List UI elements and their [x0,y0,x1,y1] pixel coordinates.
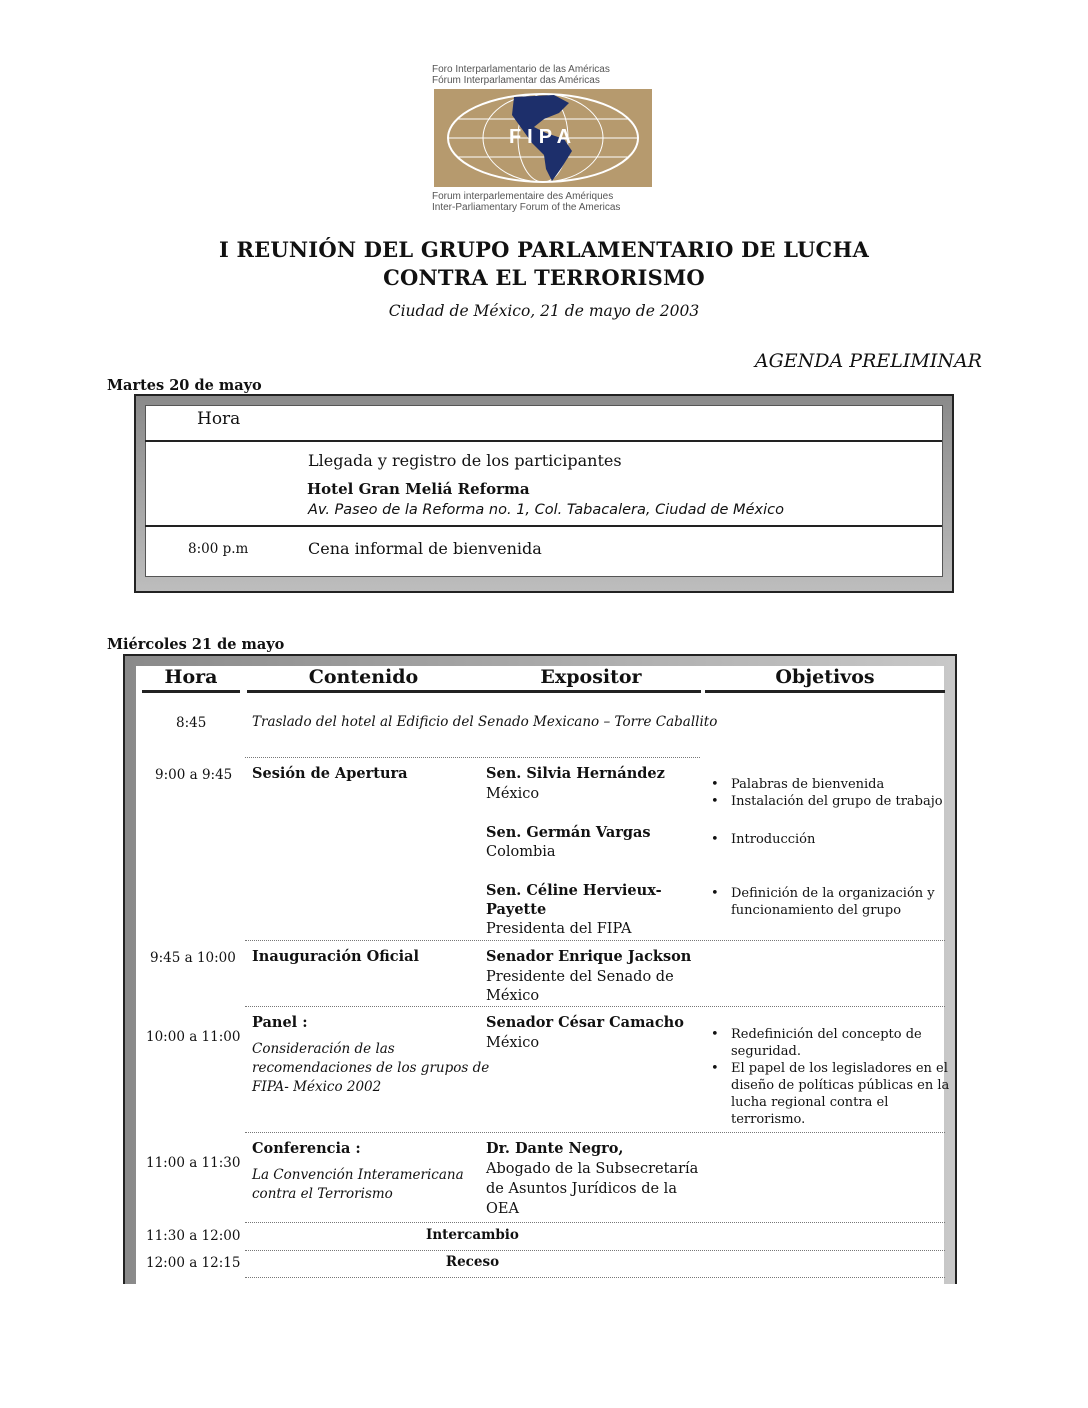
objective-item [731,1060,949,1128]
speaker-3-name-line1: Sen. Céline Hervieux- [486,882,662,899]
title-line-1: I REUNIÓN DEL GRUPO PARLAMENTARIO DE LUCHA [219,237,869,262]
dinner-time: 8:00 p.m [188,541,249,557]
header-rule-hora [142,690,240,693]
row3-speaker-detail-1: Presidente del Senado de [486,969,674,985]
title-line-2: CONTRA EL TERRORISMO [383,265,705,290]
row5-speaker-line2: de Asuntos Jurídicos de la [486,1181,677,1197]
logo-acronym: FIPA [508,126,578,148]
fipa-logo [432,64,658,212]
row6-text: Intercambio [426,1227,519,1243]
day1-row-rule [145,525,942,527]
dinner-text: Cena informal de bienvenida [308,539,542,558]
objective-item: • Introducción [731,831,815,848]
objective-line: Redefinición del concepto de [731,1027,922,1042]
day2-label: Miércoles 21 de mayo [107,636,285,653]
row5-speaker-name: Dr. Dante Negro, [486,1140,624,1157]
row-divider [245,1222,945,1223]
day1-table-inner [145,405,943,577]
speaker-2-detail: Colombia [486,844,556,860]
subtitle: Ciudad de México, 21 de mayo de 2003 [388,302,700,320]
row3-time: 9:45 a 10:00 [150,950,236,966]
row1-time: 8:45 [176,715,207,731]
row2-objectives-a [707,776,943,810]
row7-time: 12:00 a 12:15 [146,1255,241,1271]
row-divider [245,940,945,941]
col-header-hora: Hora [164,666,218,688]
header-rule-objetivos [705,690,945,693]
row-divider [245,757,700,758]
objective-continuation: funcionamiento del grupo [731,903,902,918]
row4-speaker-name: Senador César Camacho [486,1014,684,1031]
row4-speaker-detail: México [486,1035,540,1051]
row-divider [245,1250,945,1251]
arrival-title: Llegada y registro de los participantes [308,451,622,470]
row-divider [245,1277,945,1278]
row5-content-line1: La Convención Interamericana [252,1167,464,1183]
speaker-1-name: Sen. Silvia Hernández [486,765,665,782]
speaker-1-detail: México [486,786,540,802]
objective-item: • Definición de la organización y [731,885,935,902]
objective-item: • Palabras de bienvenida [731,776,943,793]
objective-line: seguridad. [731,1044,801,1059]
agenda-label: AGENDA PRELIMINAR [754,350,982,372]
objective-line: diseño de políticas públicas en la [731,1078,950,1093]
row4-content-line2: recomendaciones de los grupos de [252,1060,490,1076]
row6-time: 11:30 a 12:00 [146,1228,241,1244]
day1-label: Martes 20 de mayo [107,377,262,394]
row2-objectives-c [707,885,935,902]
row3-content: Inauguración Oficial [252,948,419,965]
logo-text-spanish: Foro Interparlamentario de las Américas [432,64,610,75]
row-divider [245,1006,945,1007]
day1-header-rule [145,440,942,442]
speaker-2-name: Sen. Germán Vargas [486,824,651,841]
objective-line: El papel de los legisladores en el [731,1061,948,1076]
row2-time: 9:00 a 9:45 [155,767,233,783]
row1-text: Traslado del hotel al Edificio del Senado Mexicano – Torre Caballito [252,714,718,730]
row4-objectives [707,1026,949,1128]
row3-speaker-name: Senador Enrique Jackson [486,948,692,965]
page-title [160,236,928,292]
row7-text: Receso [445,1254,500,1270]
logo-text-french: Forum interparlementaire des Amériques [432,191,614,202]
header-rule-middle [247,690,701,693]
day1-table [134,394,954,593]
objective-item: • Instalación del grupo de trabajo [731,793,943,810]
objective-item [731,1026,949,1060]
row5-content-title: Conferencia : [252,1140,361,1157]
speaker-3-name-line2: Payette [486,901,547,918]
row2-objectives-b [707,831,815,848]
speaker-3-detail: Presidenta del FIPA [486,921,632,937]
row5-speaker-line3: OEA [486,1201,519,1217]
row3-speaker-detail-2: México [486,988,540,1004]
logo-emblem [434,89,652,187]
hotel-address: Av. Paseo de la Reforma no. 1, Col. Tabacalera, Ciudad de México [308,502,784,518]
row4-content-line1: Consideración de las [252,1041,395,1057]
objective-line: lucha regional contra el [731,1095,889,1110]
objective-line: terrorismo. [731,1112,806,1127]
row4-content-line3: FIPA- México 2002 [252,1079,382,1095]
day1-hora-header: Hora [197,409,241,429]
row-divider [245,1132,945,1133]
row5-content-line2: contra el Terrorismo [252,1186,393,1202]
col-header-expositor: Expositor [540,666,642,688]
row4-time: 10:00 a 11:00 [146,1029,241,1045]
logo-text-portuguese: Fórum Interparlamentar das Américas [432,75,600,86]
hotel-name: Hotel Gran Meliá Reforma [307,480,530,498]
row5-time: 11:00 a 11:30 [146,1155,241,1171]
row5-speaker-line1: Abogado de la Subsecretaría [486,1161,699,1177]
row4-content-title: Panel : [252,1014,308,1031]
col-header-objetivos: Objetivos [775,666,875,688]
logo-text-english: Inter-Parliamentary Forum of the Americas [432,202,621,213]
col-header-contenido: Contenido [308,666,419,688]
row2-content: Sesión de Apertura [252,765,408,782]
